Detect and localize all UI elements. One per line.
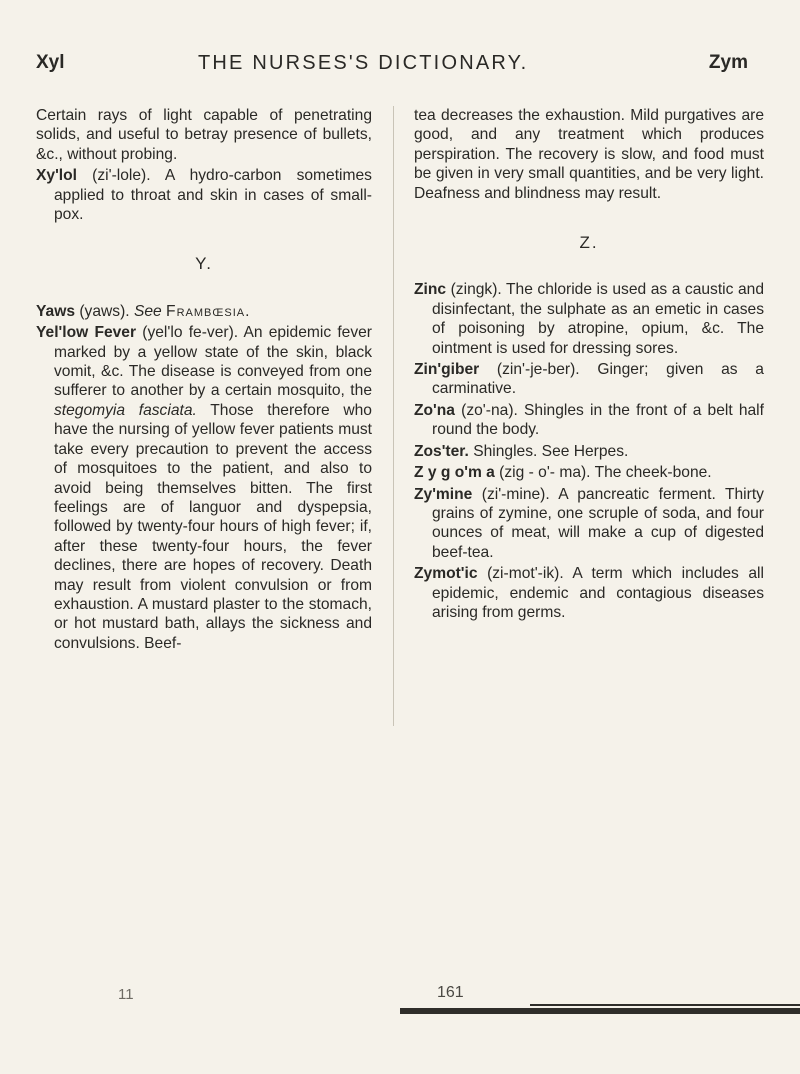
headword: Zin'giber bbox=[414, 361, 480, 379]
headword: Yel'low Fever bbox=[36, 324, 137, 342]
pronunciation: (zin'-je-ber). bbox=[496, 361, 580, 379]
entry-list bbox=[414, 280, 764, 622]
definition: A term which includes all epidemic, endemic and contagious diseases arising from germs. bbox=[432, 565, 764, 621]
entry-zoster bbox=[414, 442, 764, 461]
headword: Zo'na bbox=[414, 401, 455, 419]
entry-zinc bbox=[414, 280, 764, 358]
definition: A hydro-carbon sometimes applied to throat and skin in cases of small-pox. bbox=[54, 167, 372, 224]
definition: Shingles. See Herpes. bbox=[473, 442, 629, 460]
page-number: 161 bbox=[437, 984, 464, 1001]
entry-zygoma bbox=[414, 463, 764, 482]
headword: Zinc bbox=[414, 281, 447, 299]
column-divider bbox=[393, 106, 394, 726]
headword: Zy'mine bbox=[414, 485, 473, 503]
headword: Zos'ter. bbox=[414, 442, 469, 460]
pronunciation: (zig - o'- ma). bbox=[499, 464, 591, 482]
book-title: THE NURSES'S DICTIONARY. bbox=[198, 52, 529, 74]
left-column bbox=[36, 106, 372, 655]
pronunciation: (yaws). bbox=[79, 302, 130, 320]
headword: Zymot'ic bbox=[414, 565, 478, 583]
entry-yellow-fever bbox=[36, 323, 372, 653]
definition: An epidemic fever marked by a yellow state of the skin, black vomit, &c. The disease is conveyed from one sufferer to another by a certain mosquito, the bbox=[54, 324, 372, 400]
bottom-rule bbox=[400, 1008, 800, 1014]
guide-word-last: Zym bbox=[708, 52, 748, 73]
pronunciation: (zingk). bbox=[450, 281, 502, 299]
continued-entry-text: tea decreases the exhaustion. Mild purgatives are good, and any treatment which produces perspiration. The recovery is slow, and food must be given in very small quantities, and be very light. Deafness and blindness may result. bbox=[414, 107, 764, 202]
bottom-rule-thin bbox=[530, 1004, 800, 1006]
species-name: stegomyia fasciata. bbox=[54, 401, 197, 419]
continued-entry-text: Certain rays of light capable of penetrating solids, and useful to betray presence of bullets, &c., without probing. bbox=[36, 107, 372, 163]
entry-xylol bbox=[36, 166, 372, 224]
definition: Ginger; given as a carminative. bbox=[432, 361, 764, 398]
entry-zymine bbox=[414, 485, 764, 563]
cross-reference: Frambœsia. bbox=[166, 302, 251, 320]
signature-mark: 11 bbox=[118, 986, 134, 1003]
definition-continued: Those therefore who have the nursing of yellow fever patients must take every precaution to prevent the access of mosquitoes to the patient, and also to avoid being themselves bitten. The first feelings are of languor and dyspepsia, followed by twenty-four hours of high fever; if, after these twenty-four hours, the fever declines, there are hopes of recovery. Death may result from violent convulsion or from exhaustion. A mustard plaster to the stomach, or hot mustard bath, allays the sickness and convulsions. Beef- bbox=[54, 401, 372, 652]
pronunciation: (zi'-mine). bbox=[481, 485, 550, 503]
running-head bbox=[36, 52, 748, 82]
guide-word-first: Xyl bbox=[36, 52, 65, 73]
see-reference-label: See bbox=[133, 302, 162, 320]
section-letter-z: Z. bbox=[579, 233, 599, 253]
entry-zymotic bbox=[414, 564, 764, 622]
headword: Xy'lol bbox=[36, 167, 77, 185]
pronunciation: (yel'lo fe-ver). bbox=[142, 324, 239, 342]
right-column bbox=[414, 106, 764, 624]
entry-yaws bbox=[36, 302, 372, 321]
pronunciation: (zo'-na). bbox=[461, 401, 518, 419]
pronunciation: (zi'-lole). bbox=[92, 167, 151, 185]
headword: Z y g o'm a bbox=[414, 464, 495, 482]
entry-zingiber bbox=[414, 360, 764, 399]
definition: The chloride is used as a caustic and disinfectant, the sulphate as an emetic in cases of poisoning by atropine, opium, &c. The ointment is used for dressing sores. bbox=[432, 281, 764, 357]
definition: The cheek-bone. bbox=[594, 464, 712, 482]
pronunciation: (zi-mot'-ik). bbox=[487, 565, 564, 583]
section-letter-y: Y. bbox=[195, 254, 213, 274]
headword: Yaws bbox=[36, 302, 76, 320]
definition: A pancreatic ferment. Thirty grains of zymine, one scruple of soda, and four ounces of meat, will make a cup of digested beef-tea. bbox=[432, 485, 764, 561]
definition: Shingles in the front of a belt half round the body. bbox=[432, 401, 764, 439]
entry-zona bbox=[414, 401, 764, 440]
